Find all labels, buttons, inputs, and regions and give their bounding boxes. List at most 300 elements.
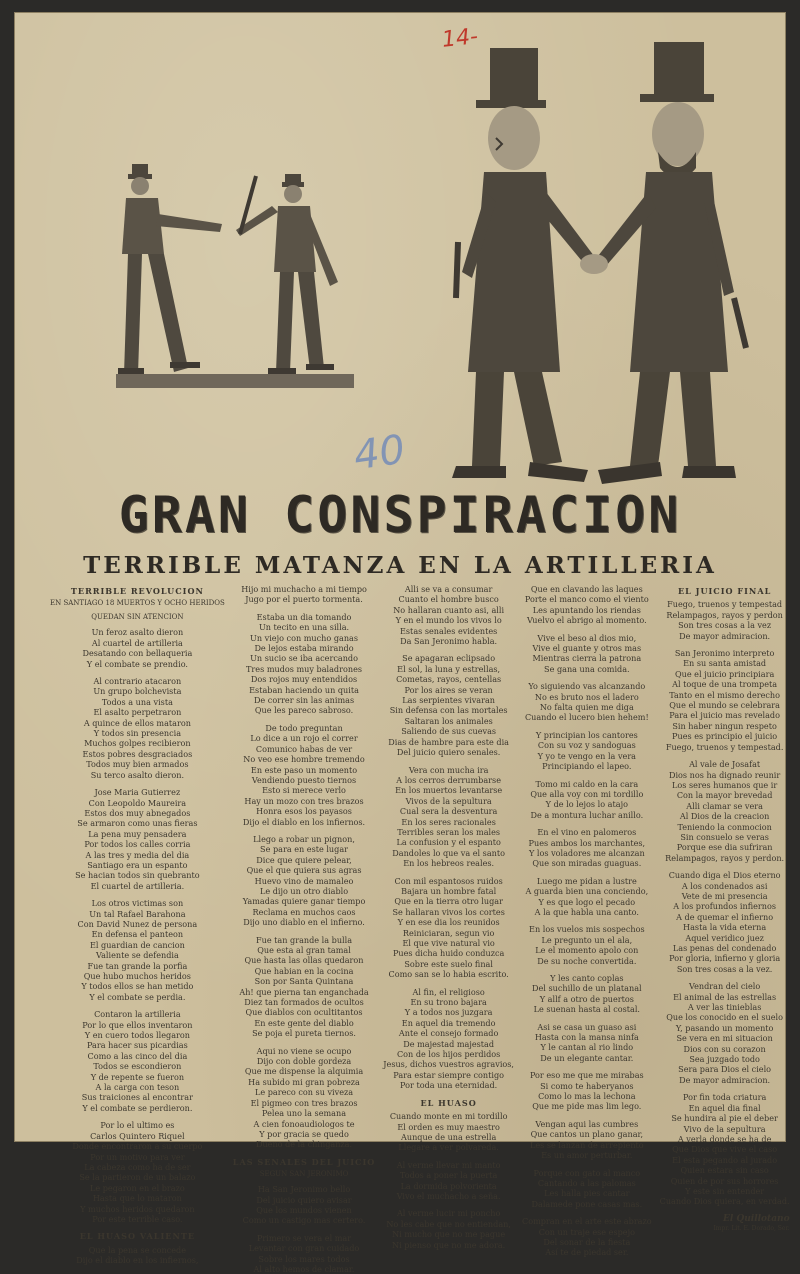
verse-line: Sobre este suelo final [404, 958, 493, 969]
stanza [522, 633, 652, 675]
verse-line: Se la partieron de un balazo [79, 1172, 196, 1183]
stanza [50, 1009, 225, 1113]
verse-line: A quince de ellos mataron [83, 717, 191, 728]
verse-line: En aquel dia final [688, 1102, 761, 1113]
verse-line: Jesus, dichos vuestros agravios, [383, 1059, 515, 1070]
verse-line: Le pegaron en el brazo [89, 1182, 185, 1193]
verse-line: Que me dispense la alquimia [244, 1066, 364, 1077]
stanza [383, 1208, 514, 1250]
verse-line: Estas senales evidentes [400, 625, 498, 636]
verse-columns [50, 584, 790, 1274]
verse-line: En este paso un momento [250, 764, 358, 775]
verse-line: Luego me pidan a lustre [536, 875, 637, 886]
stanza [50, 627, 225, 669]
verse-line: Hay un mozo con tres brazos [244, 795, 364, 806]
verse-line: Reiniciaran, segun vio [402, 927, 495, 938]
verse-line: Sera para Dios el cielo [678, 1064, 772, 1075]
stanza [522, 1119, 652, 1161]
verse-line: Cual sera la desventura [399, 806, 498, 817]
verse-line: A los condenados asi [681, 880, 768, 891]
subtitle: TERRIBLE MATANZA EN LA ARTILLERIA [83, 552, 717, 579]
verse-line: Se apagaran eclipsado [402, 653, 496, 664]
verse-line: Las penas del condenado [672, 943, 777, 953]
verse-line: Las serpientes vivaran [402, 695, 496, 706]
verse-line: Comunico habas de ver [255, 743, 353, 754]
verse-line: Por gloria, infierno y gloria [669, 953, 781, 964]
verse-line: Al fin, el religioso [412, 986, 485, 997]
verse-line: Yamadas quiere ganar tiempo [242, 896, 366, 907]
verse-line: Se armaron como unas fieras [77, 818, 198, 829]
stanza [233, 1184, 376, 1226]
verse-line: Vivos de la sepultura [405, 795, 492, 806]
verse-line: Relampagos, rayos y perdon [666, 609, 783, 620]
verse-line: Le dijo un otro diablo [259, 885, 349, 896]
verse-line: Contaron la artilleria [94, 1009, 181, 1020]
section-heading: LAS SENALES DEL JUICIO [232, 1156, 376, 1167]
verse-line: Yo siguiendo vas alcanzando [528, 681, 646, 692]
verse-line: El pigmeo con tres brazos [250, 1097, 358, 1108]
verse-line: A cien fonoaudiologos te [253, 1118, 355, 1129]
verse-line: Al Dios de la creacion [679, 811, 770, 822]
verse-line: En los seres racionales [401, 816, 496, 827]
verse-line: Del juicio quiero senales. [396, 747, 501, 758]
section-heading: EL HUASO VALIENTE [79, 1231, 196, 1242]
verse-line: Valiente se defendia [95, 950, 179, 961]
verse-line: No les cabe que no entiendan, [386, 1218, 511, 1229]
verse-line: Jose Maria Gutierrez [94, 787, 181, 798]
verse-line: Que en clavando las laques [530, 584, 643, 594]
verse-line: Y yo te vengo en la vera [537, 750, 637, 761]
verse-line: La pena muy pensadera [88, 828, 187, 839]
verse-line: Vera con mucha ira [408, 764, 489, 775]
stanza [233, 1233, 376, 1274]
verse-line: Todos a una vista [101, 696, 173, 707]
verse-line: Son por Santa Quintana [254, 976, 354, 987]
verse-line: Hasta que lo mataron [92, 1193, 182, 1204]
stanza [233, 723, 376, 827]
verse-line: Les se lanzan de arrepiento [529, 1139, 644, 1150]
soldiers-fight-woodcut [110, 162, 360, 397]
verse-line: El cuartel de artilleria. [90, 880, 185, 891]
verse-line: Bajara un hombre fatal [401, 885, 497, 896]
verse-line: No hallaran cuanto asi, alli [393, 604, 505, 615]
verse-line: Ante el consejo formado [398, 1028, 499, 1039]
verse-line: Que hasta las ollas quedaron [244, 955, 364, 966]
verse-line: Y de lo lejos lo atajo [545, 799, 628, 810]
stanza [660, 1092, 790, 1206]
verse-line: Esto si merece verlo [262, 785, 346, 796]
verse-line: Estos pobres desgraciados [82, 748, 193, 759]
verse-line: Y le cantan al rio lindo [540, 1042, 634, 1053]
verse-line: Estos dos muy abnegados [84, 807, 191, 818]
verse-line: A guarda bien una conciendo, [525, 886, 649, 897]
verse-line: Vuelvo el abrigo al momento. [526, 615, 647, 626]
verse-line: Se vera en mi situacion [676, 1033, 773, 1044]
verse-line: Como a las cinco del dia [87, 1050, 188, 1061]
stanza [383, 987, 514, 1091]
verse-line: Se poja el pureta tiernos. [252, 1028, 356, 1039]
verse-line: Con Leopoldo Maureira [88, 797, 187, 808]
verse-line: Como san se lo habia escrito. [388, 969, 509, 980]
verse-line: Es un amor perturbar. [541, 1150, 633, 1161]
verse-line: Para el juicio mas revelado [669, 710, 780, 721]
verse-line: Sin consuelo se veras [680, 831, 769, 842]
verse-line: Dijo con doble gordeza [256, 1056, 352, 1067]
verse-line: Cuando Dios quiera, en verdad. [659, 1196, 790, 1207]
verse-line: Pelea uno la semana [262, 1108, 347, 1119]
verse-line: Se hallaran vivos los cortes [392, 906, 505, 917]
stanza [522, 973, 652, 1015]
verse-line: Que habian en la cocina [254, 965, 354, 976]
stanza [50, 898, 225, 1002]
verse-line: De majestad majestad [403, 1038, 495, 1049]
verse-line: Y todos ellos se han metido [81, 981, 194, 992]
verse-line: Para estar siempre contigo [393, 1069, 505, 1080]
verse-line: Ah! que pierna tan enganchada [239, 986, 369, 997]
verse-line: En su santa amistad [683, 658, 767, 669]
verse-line: Cuando el lucero bien hehem! [524, 712, 649, 723]
verse-line: Levantar con gran cuidado [248, 1243, 360, 1254]
verse-line: En los vuelos mis sospechos [529, 924, 645, 935]
verse-line: Que en la tierra otro lugar [394, 896, 503, 907]
section-note: SEGUN SAN JERONIMO [259, 1170, 349, 1179]
verse-column [659, 584, 790, 1233]
verse-line: Y todos sin presencia [93, 728, 182, 739]
verse-line: Sin defensa con las mortales [389, 705, 508, 716]
verse-line: Y este sin entender [685, 1185, 765, 1196]
verse-line: Los otros victimas son [91, 898, 184, 909]
verse-line: Los seres humanos que ir [671, 779, 778, 790]
verse-line: Cuando monte en mi tordillo [389, 1111, 508, 1122]
verse-line: Principiando el lapeo. [542, 761, 632, 772]
verse-line: Por lo el ultimo es [100, 1120, 175, 1131]
verse-line: Y el combate se prendio. [86, 658, 188, 669]
verse-line: Y en cuero todos llegaron [84, 1030, 190, 1041]
verse-line: Se para en este lugar [260, 844, 349, 855]
verse-line: Dios con su corazon [683, 1043, 766, 1054]
verse-line: El esta pegando al jurado [672, 1154, 778, 1165]
verse-line: Vive el beso al dios mio, [537, 632, 637, 643]
verse-line: Pues ambos los marchantes, [528, 837, 646, 848]
verse-line: Y los voladores me alcanzan [528, 847, 645, 858]
verse-line: El animal de las estrellas [673, 991, 777, 1002]
verse-line: Le pregunto un el ala, [541, 934, 633, 945]
verse-line: Que la pena se concede [88, 1244, 186, 1255]
verse-line: Por fin toda criatura [682, 1092, 767, 1103]
verse-line: Estaba un dia tomando [256, 611, 352, 622]
verse-line: Jugo por el puerto tormenta. [245, 594, 363, 605]
verse-line: Un grupo bolchevista [93, 686, 182, 697]
verse-line: Vendiendo puesto tiernos [251, 774, 357, 785]
verse-line: Vivo de la sepultura [683, 1123, 766, 1134]
stanza [383, 765, 514, 869]
verse-line: Al alto hemos de clamar. [253, 1263, 355, 1274]
verse-line: Alli clamar se vera [686, 800, 763, 811]
verse-line: Y allf a otro de puertos [539, 993, 634, 1004]
verse-line: Ha subido mi gran pobreza [248, 1076, 360, 1087]
verse-line: Su terco asalto dieron. [90, 769, 185, 780]
verse-line: Porte el manco como el viento [524, 594, 649, 605]
verse-line: Muchos golpes recibieron [84, 738, 191, 749]
verse-line: Por eso me que me mirabas [529, 1070, 644, 1081]
section-note: EN SANTIAGO 18 MUERTOS Y OCHO HERIDOS [50, 599, 225, 608]
verse-line: Fuego, truenos y tempestad [667, 599, 783, 610]
stanza [233, 612, 376, 716]
verse-line: Dijo uno diablo en el infierno. [243, 917, 365, 928]
verse-line: Si como te haberyanos [540, 1080, 634, 1091]
verse-line: Saliendo de sus cuevas [401, 726, 497, 737]
verse-line: Sobre los mares todos [258, 1253, 350, 1264]
verse-line: Al vale de Josafat [689, 759, 761, 770]
verse-line: Al verme llevar mi manto [396, 1159, 501, 1170]
main-title: GRAN CONSPIRACION [118, 486, 682, 544]
verse-line: Dias de hambre para este dia [388, 736, 510, 747]
stanza [522, 876, 652, 918]
stanza [522, 1022, 652, 1064]
verse-line: Cuando diga el Dios eterno [668, 870, 781, 881]
verse-line: Por toda una eternidad. [400, 1080, 498, 1091]
verse-line: De todo preguntan [265, 722, 343, 733]
verse-line: En su trono bajara [410, 997, 487, 1008]
stanza [660, 759, 790, 863]
verse-line: Se gana una comida. [544, 663, 630, 674]
stanza [522, 827, 652, 869]
verse-line: Un viejo con mucho ganas [250, 632, 359, 643]
stanza [233, 1046, 376, 1150]
verse-line: Reclama en muchos caos [252, 906, 356, 917]
verse-line: El sol, la luna y estrellas, [397, 663, 501, 674]
verse-line: Dalamede pone casas mas. [531, 1198, 643, 1209]
verse-line: Vivo el muchacho a seña. [396, 1190, 501, 1201]
verse-line: Y en ese dia los reunidos [397, 917, 500, 928]
verse-line: Que son miradas guaguas. [532, 858, 642, 869]
verse-line: Vive el guante y otros mas [532, 643, 642, 654]
verse-line: Dos rojos muy entendidos [250, 674, 358, 685]
verse-line: Pues dicha huido conduzca [392, 948, 505, 959]
verse-line: El que vive natural vio [402, 938, 495, 948]
verse-line: Teniendo la conmocion [677, 821, 772, 832]
verse-line: No es bruto nos el ladero [534, 691, 639, 702]
verse-line: Cuanto el hombre busco [398, 594, 499, 605]
verse-line: Con de los hijos perdidos [396, 1049, 501, 1060]
verse-line: Mientras cierra la patrona [532, 653, 642, 664]
verse-line: Hasta con la mansa ninfa [534, 1032, 639, 1043]
verse-line: Y por gracia se quedo [259, 1128, 349, 1139]
verse-line: Un tecito en una silla. [258, 622, 350, 633]
verse-line: Que hubo muchos heridos [83, 971, 191, 981]
verse-line: Todos muy bien armados [86, 759, 189, 770]
verse-line: Fue tan grande la porfia [87, 960, 188, 971]
verse-line: Y es que logo el pecado [538, 896, 636, 907]
verse-line: Fue tan grande la bulla [255, 934, 353, 945]
verse-line: Por todos los calles corria [84, 839, 191, 850]
verse-line: En este gente del diablo [254, 1017, 354, 1028]
verse-line: El orden es muy maestro [397, 1121, 500, 1132]
stanza [233, 834, 376, 928]
verse-line: Carlos Quintero Riquel [90, 1130, 185, 1141]
stanza [383, 584, 514, 646]
verse-line: En el vino en palomeros [537, 827, 637, 838]
margin-number-annotation: 40 [351, 426, 408, 480]
verse-line: Donde encontraron a su cuerpo [72, 1141, 203, 1152]
verse-line: El asalto perpetraron [93, 707, 182, 718]
verse-line: Tanto en el mismo derecho [669, 689, 781, 700]
verse-line: Vendran del cielo [688, 981, 761, 992]
verse-line: Tomo mi caldo en la cara [535, 778, 639, 789]
stanza [50, 1245, 225, 1266]
verse-line: Con mil espantosos ruidos [394, 875, 503, 886]
stanza [522, 779, 652, 821]
verse-line: Ni pienso que no me adora. [392, 1239, 506, 1250]
verse-line: Asi se casa un guaso asi [537, 1021, 637, 1032]
verse-line: A ver las tinieblas [687, 1002, 762, 1013]
verse-column [383, 584, 515, 1250]
verse-line: San Jeronimo interpreto [674, 648, 775, 659]
verse-line: Por los aires se veran [404, 684, 493, 695]
verse-line: Con su voz y sandoguas [537, 740, 636, 751]
verse-line: Dice que quiere pelear, [256, 854, 352, 865]
verse-line: Les apuntando los riendas [532, 604, 641, 615]
verse-line: Les halla pies cantar [544, 1188, 630, 1199]
stanza [50, 676, 225, 780]
verse-line: Honra esos los payasos [256, 806, 352, 817]
verse-line: A verla donde se ha de [677, 1133, 772, 1144]
verse-line: Terribles seran los males [397, 826, 501, 837]
verse-line: Y en el mundo los vivos lo [395, 615, 502, 626]
verse-line: De mayor admiracion. [679, 630, 771, 641]
stanza [522, 1168, 652, 1210]
verse-line: Quien de por sus horrores [670, 1175, 779, 1186]
section-note: QUEDAN SIN ATENCION [91, 613, 184, 622]
verse-line: Que los mundos vienen [256, 1204, 352, 1215]
verse-line: Son tres cosas a la vez. [676, 963, 773, 974]
verse-line: Que cantos un plano ganar, [530, 1129, 644, 1140]
verse-line: A la que habla una canto. [534, 906, 639, 917]
verse-line: Porque con gato al manco [533, 1167, 641, 1178]
verse-line: La confusion y el espanto [396, 837, 501, 848]
verse-line: Y el combate se perdieron. [82, 1102, 193, 1113]
verse-line: Porque ese dia sufriran [676, 842, 773, 853]
verse-line: Y les canto coplas [550, 973, 624, 983]
verse-line: Como un castigo mas certero. [242, 1215, 366, 1226]
verse-line: Pues es principio el juicio [672, 731, 778, 742]
verse-line: De a montura luchar anillo. [530, 809, 644, 820]
stanza [50, 1120, 225, 1224]
verse-line: Huevo vino de mamaleo [254, 875, 354, 886]
verse-line: Que diablos con ocultitantos [245, 1007, 363, 1018]
verse-line: Y a todos nos juzgara [404, 1007, 493, 1018]
verse-line: Dueno de la chinganza. [255, 1139, 353, 1150]
verse-line: Con David Nunez de persona [77, 918, 198, 929]
verse-line: En aquel dia tremendo [401, 1017, 496, 1028]
verse-line: A la carga con teson [95, 1082, 180, 1093]
sheet-number-annotation: 14- [440, 24, 480, 53]
verse-line: La dormida polvorienta [400, 1180, 497, 1191]
verse-line: No falta quien me diga [539, 702, 634, 713]
verse-line: Un sucio se iba acercando [250, 653, 358, 664]
verse-line: Por este terrible caso. [92, 1213, 183, 1224]
verse-line: De mayor admiracion. [679, 1074, 771, 1085]
stanza [660, 981, 790, 1085]
verse-line: Que el mundo se celebrara [669, 700, 780, 711]
verse-line: Todos a poner la puerta [399, 1170, 498, 1181]
verse-line: A los profundos infiernos [673, 901, 777, 912]
verse-line: Dijo el diablo en los infiernos, [76, 1255, 199, 1266]
verse-column [232, 584, 376, 1274]
verse-line: Para hacer sus picardias [86, 1040, 188, 1051]
verse-line: Estaban haciendo un quita [249, 684, 359, 695]
verse-line: Relampagos, rayos y perdon. [665, 852, 785, 863]
verse-line: Lo dice a un rojo el correr [250, 733, 358, 744]
printer-imprint: Impr. Lit. E. Dorado, Ser. [713, 1225, 790, 1233]
verse-line: Le el momento apolo con [535, 945, 639, 956]
verse-line: Desatando con bellaqueria [82, 648, 193, 659]
section-heading: TERRIBLE REVOLUCION [70, 586, 204, 596]
handshake-woodcut [434, 42, 754, 490]
verse-line: Y, pasando un momento [675, 1022, 774, 1033]
verse-line: Hasta la vida eterna [683, 922, 767, 933]
verse-line: De correr sin las animas [253, 695, 355, 706]
verse-line: El guardian de cancion [89, 939, 185, 950]
author-signature: El Quillotano [723, 1213, 790, 1224]
verse-line: En los muertos levantarse [395, 785, 503, 796]
verse-line: Del sonar de la fiesta [543, 1236, 631, 1247]
verse-line: En defensa el panteon [91, 929, 184, 940]
verse-line: Que me pide mas lim lego. [532, 1101, 642, 1112]
verse-line: No veo ese hombre tremendo [243, 754, 365, 765]
verse-line: Llego a robar un pignon, [253, 833, 355, 844]
verse-line: A de quemar el infierno [676, 911, 774, 922]
verse-column [50, 584, 225, 1266]
verse-line: Del suchillo de un platanal [532, 983, 642, 994]
verse-line: Que alla voy con mi tordillo [530, 788, 644, 799]
stanza [522, 924, 652, 966]
verse-line: Dandoles lo que va el santo [392, 847, 505, 858]
verse-line: Sus traiciones al encontrar [81, 1092, 193, 1103]
verse-line: Aquel veridico juez [685, 932, 764, 943]
verse-line: Dijo el diablo en los infiernos. [242, 816, 366, 827]
verse-line: Santiago era un espanto [87, 859, 188, 870]
verse-line: Por un motivo para ver [90, 1151, 185, 1162]
stanza [383, 653, 514, 757]
verse-line: Tres mudos muy baladrones [246, 663, 363, 674]
verse-line: Al toque de una trompeta [672, 679, 778, 690]
verse-line: Un feroz asalto dieron [91, 627, 184, 638]
verse-line: Fuego, truenos y tempestad. [665, 741, 784, 752]
verse-line: Vete de mi presencia [681, 890, 768, 901]
verse-line: Se hundira al pie el deber [671, 1113, 778, 1124]
verse-line: Que esta al gran tamal [257, 945, 351, 955]
verse-line: Le suenan hasta al costal. [533, 1004, 641, 1015]
stanza [233, 584, 376, 605]
verse-line: De su noche convertida. [537, 955, 637, 966]
verse-line: De lejos estaba mirando [254, 643, 354, 654]
verse-line: En los hebreos reales. [403, 858, 495, 869]
verse-line: Que el juicio principiara [674, 668, 775, 679]
stanza [522, 681, 652, 723]
verse-line: Cometas, rayos, centellas [396, 674, 502, 685]
stanza [522, 584, 652, 626]
verse-line: Como lo mas la lechona [538, 1091, 636, 1102]
stanza [660, 648, 790, 752]
verse-line: Que Dios que vive el caso [672, 1144, 778, 1155]
verse-line: Al contrario atacaron [93, 676, 182, 687]
broadside-sheet [14, 12, 790, 1274]
section-heading: EL JUICIO FINAL [677, 586, 772, 596]
verse-line: Ni mucho que no me pague [392, 1229, 506, 1240]
verse-line: Que les pareco sabroso. [254, 705, 354, 716]
verse-line: Y muchos heridos quedaron [80, 1203, 195, 1214]
